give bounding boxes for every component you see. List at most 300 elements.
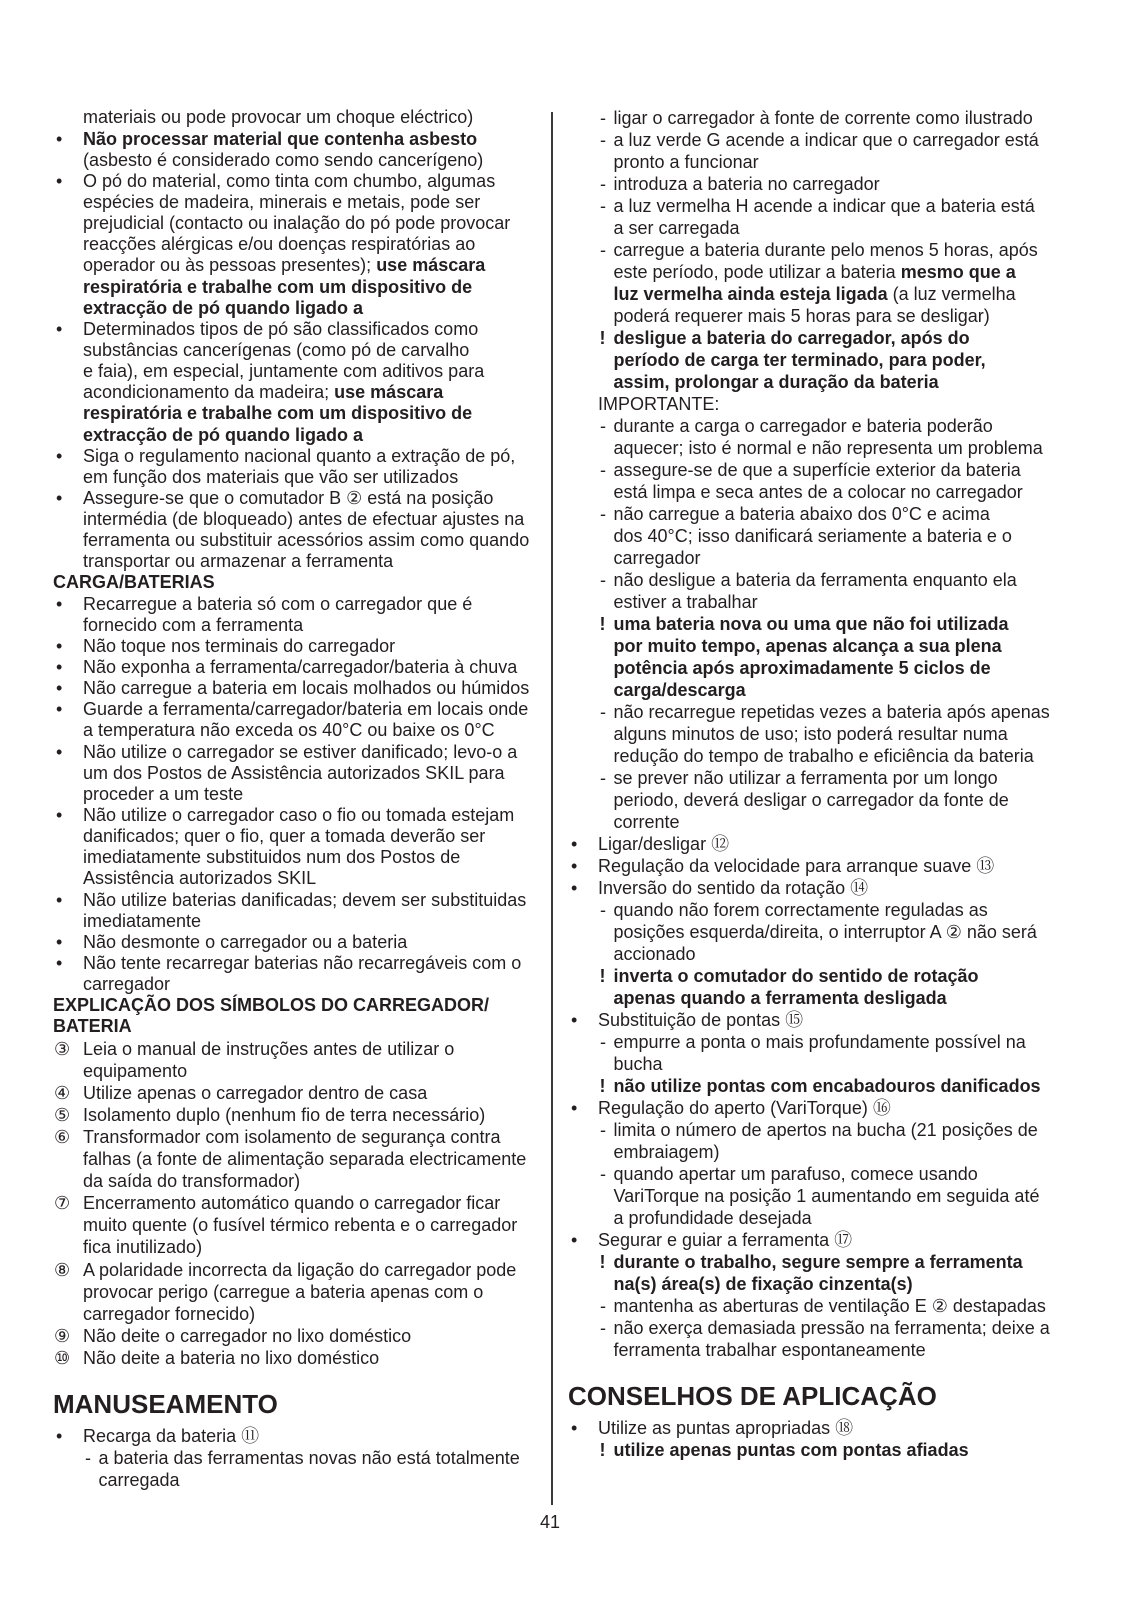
bold-text: uma bateria nova ou uma que não foi utilizada	[613, 614, 1009, 634]
dash-marker: -	[600, 130, 606, 150]
dash-marker: -	[85, 1447, 91, 1468]
line-text	[83, 255, 485, 276]
bullet-marker: •	[571, 1418, 578, 1438]
section-heading: MANUSEAMENTO	[53, 1388, 278, 1419]
dash-marker: -	[600, 108, 606, 128]
text: se prever não utilizar a ferramenta por um longo	[613, 768, 998, 788]
text: Não utilize baterias danificadas; devem ser substituidas	[83, 889, 527, 910]
bold-text: use máscara	[334, 382, 444, 403]
text-line	[53, 1236, 543, 1258]
text: dos 40°C; isso danificará seriamente a bateria e o	[613, 526, 1012, 546]
text: materiais ou pode provocar um choque eléctrico)	[83, 107, 474, 128]
line-text	[83, 192, 480, 213]
line-text	[614, 1317, 1050, 1339]
list-item-line	[568, 1031, 1108, 1053]
line-text	[614, 1163, 978, 1185]
text: carregada	[98, 1469, 180, 1490]
text-line	[53, 1060, 543, 1082]
bullet-marker: •	[56, 805, 63, 826]
column-divider	[551, 112, 553, 1505]
text-line	[53, 1170, 543, 1192]
line-text	[614, 261, 1016, 283]
line-text	[83, 340, 469, 361]
bold-text: apenas quando a ferramenta desligada	[613, 988, 947, 1008]
warning-marker: !	[599, 1440, 606, 1460]
dash-marker: -	[600, 1032, 606, 1052]
text-line	[568, 151, 1108, 173]
list-item-line	[53, 657, 543, 678]
line-text	[83, 530, 529, 551]
line-text	[83, 1192, 500, 1214]
line-text	[614, 371, 939, 393]
line-text	[83, 1425, 259, 1447]
bold-text: desligue a bateria do carregador, após do	[613, 328, 970, 348]
text: Não utilize o carregador caso o fio ou tomada estejam	[83, 805, 515, 826]
bullet-marker: •	[56, 889, 63, 910]
text-line	[568, 437, 1108, 459]
text-line	[53, 615, 543, 636]
text: imediatamente substituidos num dos Postos de	[83, 847, 461, 868]
bold-text: luz vermelha ainda esteja ligada	[613, 284, 888, 304]
text-line	[53, 1469, 543, 1491]
text-line	[568, 1339, 1108, 1361]
line-text	[83, 784, 243, 805]
line-text	[614, 503, 990, 525]
line-text	[83, 1170, 300, 1192]
text: Isolamento duplo (nenhum fio de terra necessário)	[83, 1104, 486, 1125]
line-text	[614, 437, 1043, 459]
symbol-number: ⑦	[54, 1193, 71, 1214]
text-line	[53, 340, 543, 361]
bullet-marker: •	[571, 1010, 578, 1030]
text: falhas (a fonte de alimentação separada electricamente	[83, 1149, 527, 1170]
text: ligar o carregador à fonte de corrente como ilustrado	[613, 108, 1033, 128]
line-text	[614, 1185, 1040, 1207]
line-text	[598, 833, 729, 855]
bold-text: durante o trabalho, segure sempre a ferramenta	[613, 1252, 1023, 1272]
text-line	[53, 1281, 543, 1303]
section-title-text: BATERIA	[53, 1016, 132, 1037]
text: pronto a funcionar	[613, 152, 759, 172]
line-text	[614, 943, 696, 965]
text: espécies de madeira, minerais e metais, pode ser	[83, 191, 481, 212]
text-line	[53, 720, 543, 741]
bold-text: Não processar material que contenha asbesto	[83, 128, 478, 149]
text: reacções alérgicas e/ou doenças respiratórias ao	[83, 234, 476, 255]
text: a ser carregada	[613, 218, 740, 238]
list-item-line	[568, 1163, 1108, 1185]
label	[568, 393, 1108, 415]
text: introduza a bateria no carregador	[613, 174, 880, 194]
line-text	[83, 1104, 485, 1126]
text: bucha	[613, 1054, 663, 1074]
bold-text: na(s) área(s) de fixação cinzenta(s)	[613, 1274, 913, 1294]
symbol-number: ④	[54, 1082, 71, 1103]
text: Inversão do sentido da rotação ⑭	[598, 878, 869, 898]
text-line	[568, 1141, 1108, 1163]
text: equipamento	[83, 1060, 188, 1081]
list-item-line	[568, 899, 1108, 921]
bullet-marker: •	[56, 699, 63, 720]
dash-marker: -	[600, 570, 606, 590]
text-line	[568, 811, 1108, 833]
text-line	[568, 305, 1108, 327]
text: da saída do transformador)	[83, 1171, 301, 1192]
text-line	[53, 1148, 543, 1170]
list-item-line	[53, 1104, 543, 1126]
page-number: 41	[539, 1512, 561, 1532]
text: acondicionamento da madeira;	[83, 382, 335, 403]
text: redução do tempo de trabalho e eficiência da bateria	[613, 746, 1034, 766]
list-item-line	[53, 1259, 543, 1281]
list-item-line	[53, 699, 543, 720]
warning-marker: !	[599, 328, 606, 348]
text: Não toque nos terminais do carregador	[83, 635, 396, 656]
list-item-line	[53, 636, 543, 657]
section-title-text: EXPLICAÇÃO DOS SÍMBOLOS DO CARREGADOR/	[53, 995, 490, 1016]
line-text	[83, 636, 395, 657]
line-text	[83, 129, 477, 150]
text: Regulação da velocidade para arranque suave ⑬	[598, 856, 995, 876]
dash-marker: -	[600, 174, 606, 194]
line-text	[614, 195, 1035, 217]
text-line	[568, 745, 1108, 767]
line-text	[83, 890, 526, 911]
text: não recarregue repetidas vezes a bateria após apenas	[613, 702, 1050, 722]
list-item-line	[568, 1075, 1108, 1097]
text: prejudicial (contacto ou inalação do pó pode provocar	[83, 213, 511, 234]
line-text	[83, 1214, 517, 1236]
line-text	[83, 382, 443, 403]
text: periodo, deverá desligar o carregador da fonte de	[613, 790, 1009, 810]
bold-text: utilize apenas puntas com pontas afiadas	[613, 1440, 969, 1460]
line-text	[614, 525, 1012, 547]
text-line	[53, 974, 543, 995]
text-line	[53, 298, 543, 319]
bold-text: potência após aproximadamente 5 ciclos de	[613, 658, 991, 678]
text: transportar ou armazenar a ferramenta	[83, 551, 394, 572]
list-item-line	[568, 965, 1108, 987]
text: a temperatura não exceda os 40°C ou baixe os 0°C	[83, 720, 495, 741]
text-line	[53, 234, 543, 255]
dash-marker: -	[600, 702, 606, 722]
line-text	[83, 1038, 454, 1060]
text: empurre a ponta o mais profundamente possível na	[613, 1032, 1026, 1052]
text: carregador	[83, 974, 171, 995]
dash-marker: -	[600, 1164, 606, 1184]
bullet-marker: •	[56, 128, 63, 149]
line-text	[83, 805, 514, 826]
line-text	[83, 678, 529, 699]
text: accionado	[613, 944, 696, 964]
text: O pó do material, como tinta com chumbo, algumas	[83, 170, 496, 191]
line-text	[614, 1075, 1041, 1097]
text: carregador	[613, 548, 701, 568]
line-text	[83, 953, 521, 974]
text-line	[53, 361, 543, 382]
bullet-marker: •	[56, 1425, 63, 1446]
text: carregador fornecido)	[83, 1303, 256, 1324]
text-line	[568, 261, 1108, 283]
text-line	[568, 987, 1108, 1009]
text-line	[53, 868, 543, 889]
bullet-marker: •	[56, 931, 63, 952]
line-text	[614, 1031, 1026, 1053]
list-item-line	[53, 488, 543, 509]
text: fica inutilizado)	[83, 1237, 203, 1258]
text: Não exponha a ferramenta/carregador/bateria à chuva	[83, 657, 518, 678]
line-text	[614, 481, 1023, 503]
symbol-number: ⑤	[54, 1104, 71, 1125]
text: corrente	[613, 812, 680, 832]
text-line	[53, 213, 543, 234]
text: Utilize apenas o carregador dentro de casa	[83, 1082, 428, 1103]
text: quando apertar um parafuso, comece usando	[613, 1164, 978, 1184]
bullet-marker: •	[56, 445, 63, 466]
text: a bateria das ferramentas novas não está totalmente	[98, 1447, 520, 1468]
section-title	[53, 1016, 543, 1037]
line-text	[83, 150, 483, 171]
bullet-marker: •	[56, 593, 63, 614]
text-line	[568, 943, 1108, 965]
line-text	[614, 789, 1009, 811]
dash-marker: -	[600, 1120, 606, 1140]
text: Não desmonte o carregador ou a bateria	[83, 931, 408, 952]
line-text	[598, 1009, 803, 1031]
line-text	[614, 1251, 1023, 1273]
text: poderá requerer mais 5 horas para se desligar)	[613, 306, 990, 326]
list-item-line	[568, 173, 1108, 195]
text-line	[53, 403, 543, 424]
list-item-line	[568, 855, 1108, 877]
list-item-line	[568, 833, 1108, 855]
list-item-line	[568, 767, 1108, 789]
list-item-line	[568, 1097, 1108, 1119]
dash-marker: -	[600, 900, 606, 920]
line-text	[614, 591, 758, 613]
line-text	[83, 319, 478, 340]
line-text	[83, 107, 473, 128]
text: ferramenta trabalhar espontaneamente	[613, 1340, 926, 1360]
list-item-line	[53, 594, 543, 615]
line-text	[614, 173, 880, 195]
list-item-line	[568, 1295, 1108, 1317]
bullet-marker: •	[56, 678, 63, 699]
line-text	[614, 1295, 1046, 1317]
bullet-marker: •	[56, 657, 63, 678]
text-line	[568, 371, 1108, 393]
list-item-line	[568, 459, 1108, 481]
bold-text: extracção de pó quando ligado a	[83, 424, 364, 445]
list-item-line	[53, 1082, 543, 1104]
list-item-line	[568, 239, 1108, 261]
line-text	[83, 826, 485, 847]
text-line	[53, 150, 543, 171]
bullet-marker: •	[56, 318, 63, 339]
section-heading: CONSELHOS DE APLICAÇÃO	[568, 1381, 937, 1411]
line-text	[614, 965, 979, 987]
text: Recarga da bateria ⑪	[83, 1425, 260, 1446]
text: Determinados tipos de pó são classificados como	[83, 318, 479, 339]
text-line	[53, 382, 543, 403]
text: não exerça demasiada pressão na ferramenta; deixe a	[613, 1318, 1050, 1338]
text-line	[53, 911, 543, 932]
text: Assegure-se que o comutador B ② está na posição	[83, 487, 494, 508]
text: A polaridade incorrecta da ligação do carregador pode	[83, 1259, 517, 1280]
dash-marker: -	[600, 196, 606, 216]
line-text	[83, 657, 517, 678]
bold-text: por muito tempo, apenas alcança a sua plena	[613, 636, 1002, 656]
line-text	[83, 298, 363, 319]
line-text	[83, 615, 303, 636]
text-line	[568, 1207, 1108, 1229]
bold-text: extracção de pó quando ligado a	[83, 297, 364, 318]
line-text	[83, 868, 316, 889]
section-title	[53, 995, 543, 1016]
text: operador ou às pessoas presentes);	[83, 255, 377, 276]
text: Encerramento automático quando o carregador ficar	[83, 1193, 501, 1214]
text-line	[568, 789, 1108, 811]
line-text	[83, 1303, 255, 1325]
list-item-line	[568, 195, 1108, 217]
symbol-number: ⑧	[54, 1259, 71, 1280]
text-line	[53, 530, 543, 551]
bullet-marker: •	[56, 635, 63, 656]
dash-marker: -	[600, 504, 606, 524]
line-text	[614, 745, 1034, 767]
list-item-line	[568, 1251, 1108, 1273]
text-line	[568, 679, 1108, 701]
line-text	[83, 1126, 501, 1148]
line-text	[614, 613, 1009, 635]
symbol-number: ⑥	[54, 1126, 71, 1147]
bold-text: use máscara	[376, 255, 486, 276]
bold-text: não utilize pontas com encabadouros danificados	[613, 1076, 1041, 1096]
line-text	[83, 911, 201, 932]
text: assegure-se de que a superfície exterior da bateria	[613, 460, 1021, 480]
line-text	[614, 305, 990, 327]
text: VariTorque na posição 1 aumentando em seguida até	[613, 1186, 1040, 1206]
line-text	[83, 742, 517, 763]
text: a luz verde G acende a indicar que o carregador está	[613, 130, 1039, 150]
line-text	[614, 1339, 926, 1361]
line-text	[614, 679, 746, 701]
text: (asbesto é considerado como sendo cancerígeno)	[83, 149, 484, 170]
bullet-marker: •	[56, 953, 63, 974]
text-line	[53, 277, 543, 298]
list-item-line	[53, 129, 543, 150]
text: carregue a bateria durante pelo menos 5 horas, após	[613, 240, 1038, 260]
list-item-line	[53, 953, 543, 974]
text-line	[568, 349, 1108, 371]
line-text	[83, 361, 484, 382]
line-text	[83, 551, 393, 572]
line-text	[614, 767, 998, 789]
text-line	[53, 1214, 543, 1236]
bold-text: período de carga ter terminado, para poder,	[613, 350, 986, 370]
bullet-marker: •	[56, 741, 63, 762]
line-text	[83, 425, 363, 446]
list-item-line	[53, 1447, 543, 1469]
bullet-marker: •	[571, 878, 578, 898]
text: está limpa e seca antes de a colocar no carregador	[613, 482, 1023, 502]
line-text	[83, 1259, 516, 1281]
line-text	[614, 415, 993, 437]
text: proceder a um teste	[83, 783, 244, 804]
text: provocar perigo (carregue a bateria apenas com o	[83, 1281, 484, 1302]
line-text	[83, 488, 493, 509]
line-text	[83, 234, 475, 255]
symbol-number: ⑩	[54, 1347, 71, 1368]
line-text	[598, 1417, 853, 1439]
dash-marker: -	[600, 460, 606, 480]
line-text	[83, 974, 170, 995]
text-line	[568, 921, 1108, 943]
text-line	[568, 525, 1108, 547]
left-column	[53, 107, 543, 1491]
text-line	[53, 1303, 543, 1325]
list-item-line	[53, 678, 543, 699]
line-text	[614, 1439, 969, 1461]
bullet-marker: •	[571, 1098, 578, 1118]
line-text	[83, 403, 472, 424]
list-item-line	[568, 415, 1108, 437]
line-text	[83, 763, 505, 784]
list-item-line	[53, 1347, 543, 1369]
line-text	[614, 1141, 720, 1163]
bullet-marker: •	[571, 856, 578, 876]
text-line	[53, 255, 543, 276]
text: imediatamente	[83, 910, 202, 931]
right-column	[568, 107, 1108, 1461]
symbol-number: ⑨	[54, 1325, 71, 1346]
text-line	[568, 657, 1108, 679]
line-text	[83, 1347, 379, 1369]
text: Ligar/desligar ⑫	[598, 834, 730, 854]
list-item-line	[568, 1229, 1108, 1251]
line-text	[83, 171, 495, 192]
text: Não utilize o carregador se estiver danificado; levo-o a	[83, 741, 518, 762]
line-text	[83, 1325, 411, 1347]
text: a luz vermelha H acende a indicar que a bateria está	[613, 196, 1035, 216]
text-line	[568, 283, 1108, 305]
label-text: IMPORTANTE:	[598, 394, 720, 414]
line-text	[598, 1229, 852, 1251]
warning-marker: !	[599, 1076, 606, 1096]
dash-marker: -	[600, 416, 606, 436]
line-text	[83, 1082, 427, 1104]
text-line	[568, 1273, 1108, 1295]
bullet-marker: •	[56, 170, 63, 191]
list-item-line	[53, 890, 543, 911]
line-text	[83, 1281, 483, 1303]
text-line	[53, 784, 543, 805]
list-item-line	[53, 171, 543, 192]
bullet-marker: •	[56, 487, 63, 508]
text: alguns minutos de uso; isto poderá resultar numa	[613, 724, 1008, 744]
line-text	[83, 509, 524, 530]
line-text	[83, 467, 458, 488]
text-line	[568, 547, 1108, 569]
line-text	[614, 151, 759, 173]
text: posições esquerda/direita, o interruptor A ② não será	[613, 922, 1037, 942]
line-text	[614, 1273, 913, 1295]
line-text	[614, 987, 947, 1009]
list-item-line	[53, 319, 543, 340]
line-text	[614, 283, 1016, 305]
bold-text: mesmo que a	[900, 262, 1016, 282]
list-item-line	[568, 613, 1108, 635]
